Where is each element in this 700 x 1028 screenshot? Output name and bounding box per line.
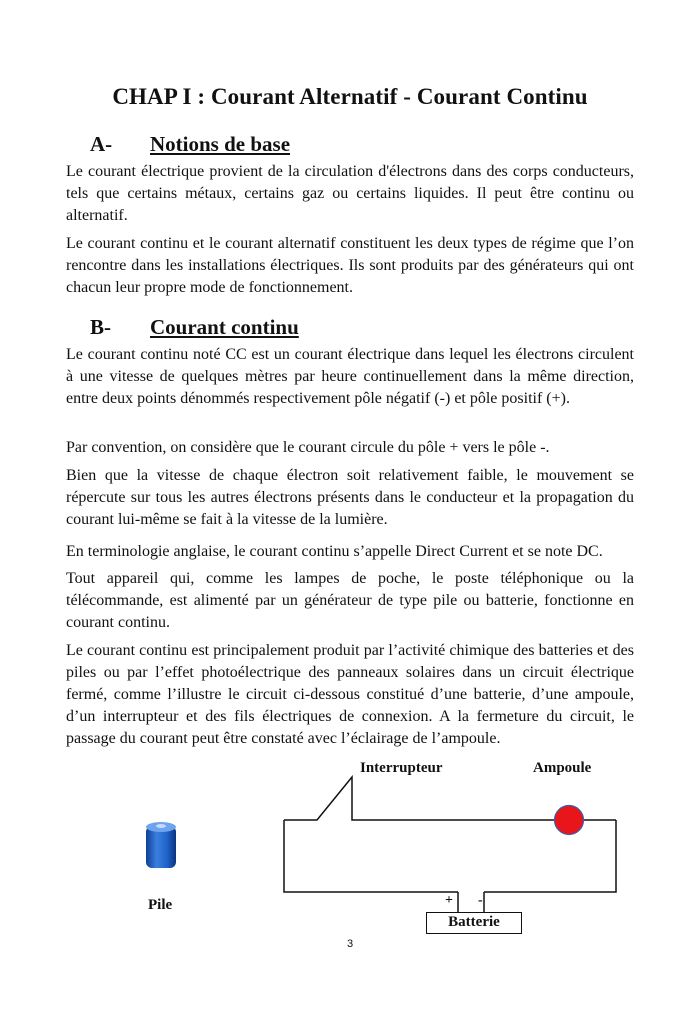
paragraph-b1: Le courant continu noté CC est un courant électrique dans lequel les électrons circulent à une vitesse de quelques mètres par heure continuellement dans la même direction, entre deux points dénommés respectivement pôle négatif (-) et pôle positif (+). (66, 346, 634, 407)
bulb-icon (555, 806, 584, 835)
page-number: 3 (346, 938, 354, 950)
pile-label: Pile (148, 897, 173, 913)
chapter-title: CHAP I : Courant Alternatif - Courant Continu (112, 84, 588, 109)
minus-sign: - (478, 893, 483, 908)
paragraph-b5: Tout appareil qui, comme les lampes de poche, le poste téléphonique ou la télécommande, est alimenté par un générateur de type pile ou batterie, fonctionne en courant continu. (66, 570, 634, 631)
plus-sign: + (445, 893, 453, 908)
paragraph-b2: Par convention, on considère que le courant circule du pôle + vers le pôle -. (66, 439, 550, 456)
pile-icon (146, 822, 176, 868)
paragraph-b3: Bien que la vitesse de chaque électron soit relativement faible, le mouvement se répercute sur tous les autres électrons présents dans le conducteur et la propagation du courant lui-même se fait à la vitesse de la lumière. (66, 467, 634, 528)
paragraph-b4: En terminologie anglaise, le courant continu s’appelle Direct Current et se note DC. (66, 543, 603, 560)
section-b-number: B- (90, 315, 111, 339)
section-b-title: Courant continu (150, 315, 299, 339)
section-a-number: A- (90, 132, 113, 156)
paragraph-b6: Le courant continu est principalement produit par l’activité chimique des batteries et des piles ou par l’effet photoélectrique des panneaux solaires dans un circuit électrique fermé, comme l’illustre le circuit ci-dessous constitué d’une batterie, d’une ampoule, d’un interrupteur et des fils électriques de connexion. A la fermeture du circuit, le passage du courant peut être constaté avec l’éclairage de l’ampoule. (66, 642, 634, 747)
circuit-wires (284, 777, 616, 912)
section-a-title: Notions de base (150, 132, 291, 156)
paragraph-a2: Le courant continu et le courant alternatif constituent les deux types de régime que l’on rencontre dans les installations électriques. Ils sont produits par des générateurs qui ont chacun leur propre mode de fonctionnement. (66, 235, 634, 296)
paragraph-a1: Le courant électrique provient de la circulation d'électrons dans des corps conducteurs, tels que certains métaux, certains gaz ou certains liquides. Il peut être continu ou alternatif. (66, 163, 634, 224)
bulb-label: Ampoule (533, 760, 592, 776)
switch-label: Interrupteur (360, 760, 443, 776)
battery-box: Batterie (426, 912, 522, 934)
